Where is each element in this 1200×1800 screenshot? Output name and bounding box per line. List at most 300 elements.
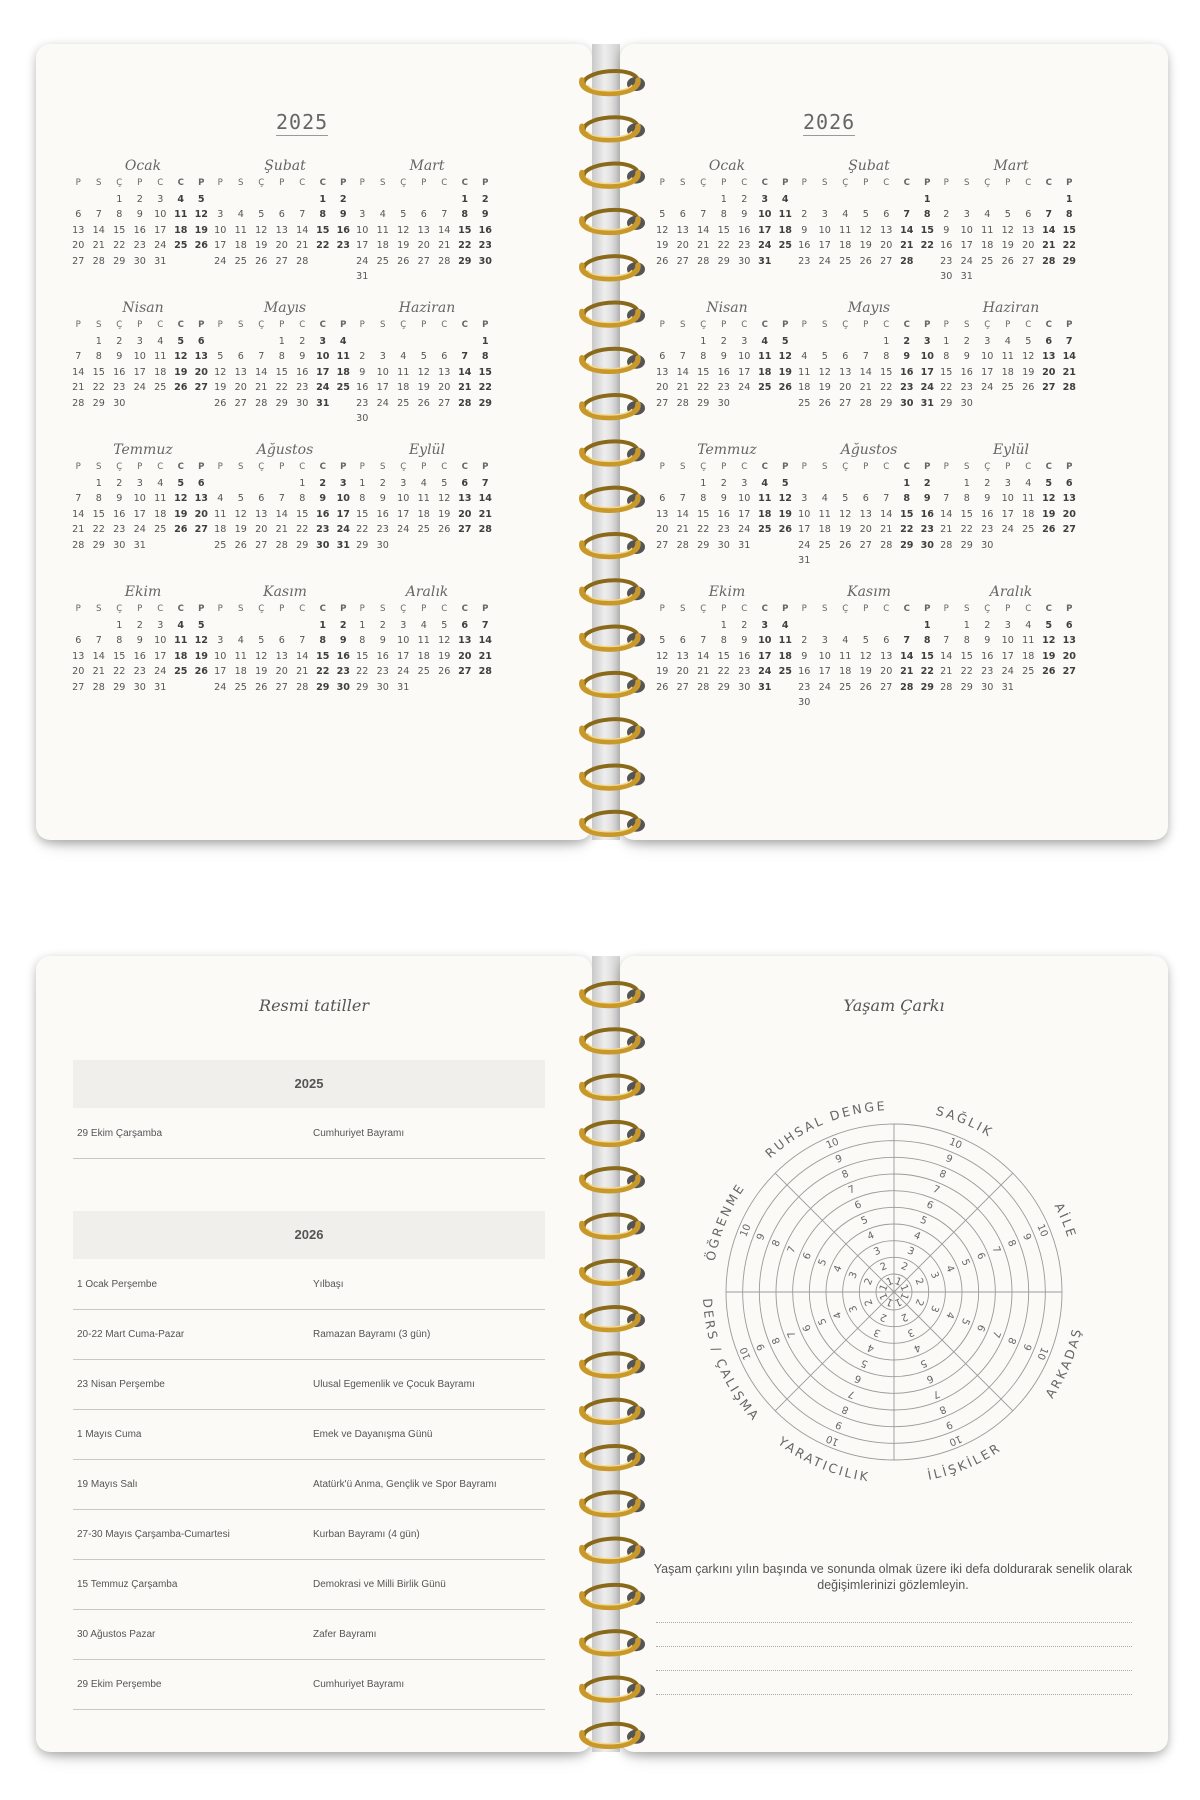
day-number[interactable]: 2 (359, 351, 366, 362)
day-number[interactable]: 25 (778, 240, 792, 251)
day-number[interactable]: 20 (72, 666, 85, 677)
writing-line[interactable] (656, 1622, 1132, 1623)
day-number[interactable]: 11 (981, 224, 994, 236)
day-number[interactable]: 5 (237, 493, 244, 504)
day-number[interactable]: 29 (900, 539, 914, 551)
day-number[interactable]: 23 (316, 524, 330, 535)
writing-line[interactable] (656, 1670, 1132, 1671)
day-number[interactable]: 19 (194, 650, 208, 662)
day-number[interactable]: 14 (478, 635, 492, 646)
day-number[interactable]: 31 (154, 255, 167, 267)
day-number[interactable]: 15 (316, 650, 330, 662)
day-number[interactable]: 30 (376, 539, 389, 551)
day-number[interactable]: 2 (136, 619, 143, 631)
day-number[interactable]: 17 (738, 508, 751, 520)
day-number[interactable]: 10 (818, 650, 831, 662)
day-number[interactable]: 15 (356, 508, 369, 520)
day-number[interactable]: 2 (299, 335, 306, 347)
day-number[interactable]: 6 (883, 635, 890, 646)
day-number[interactable]: 25 (376, 255, 389, 267)
day-number[interactable]: 31 (316, 397, 330, 409)
day-number[interactable]: 12 (1042, 493, 1056, 504)
day-number[interactable]: 17 (960, 240, 973, 251)
day-number[interactable]: 31 (397, 681, 410, 693)
day-number[interactable]: 17 (133, 366, 146, 378)
day-number[interactable]: 30 (717, 539, 730, 551)
day-number[interactable]: 19 (778, 508, 792, 520)
day-number[interactable]: 21 (900, 666, 914, 677)
day-number[interactable]: 2 (984, 619, 991, 631)
day-number[interactable]: 31 (758, 255, 772, 267)
day-number[interactable]: 22 (960, 666, 973, 677)
day-number[interactable]: 18 (234, 240, 247, 251)
day-number[interactable]: 1 (299, 477, 306, 489)
day-number[interactable]: 1 (700, 335, 707, 347)
day-number[interactable]: 21 (255, 382, 268, 393)
day-number[interactable]: 14 (900, 224, 914, 236)
day-number[interactable]: 26 (778, 524, 792, 535)
day-number[interactable]: 21 (859, 382, 872, 393)
day-number[interactable]: 25 (818, 539, 831, 551)
day-number[interactable]: 26 (778, 382, 792, 393)
day-number[interactable]: 14 (697, 650, 710, 662)
day-number[interactable]: 6 (237, 351, 244, 362)
day-number[interactable]: 26 (839, 539, 852, 551)
day-number[interactable]: 26 (1042, 524, 1056, 535)
day-number[interactable]: 29 (92, 539, 105, 551)
day-number[interactable]: 26 (1001, 255, 1014, 267)
day-number[interactable]: 23 (478, 240, 492, 251)
day-number[interactable]: 28 (940, 539, 953, 551)
day-number[interactable]: 20 (859, 524, 872, 535)
day-number[interactable]: 3 (319, 335, 327, 347)
day-number[interactable]: 9 (319, 493, 327, 504)
day-number[interactable]: 8 (883, 351, 890, 362)
day-number[interactable]: 24 (798, 539, 811, 551)
day-number[interactable]: 2 (720, 477, 727, 489)
day-number[interactable]: 29 (356, 539, 369, 551)
day-number[interactable]: 11 (397, 366, 410, 378)
day-number[interactable]: 24 (336, 524, 350, 535)
day-number[interactable]: 28 (940, 681, 953, 693)
day-number[interactable]: 18 (1022, 508, 1035, 520)
day-number[interactable]: 31 (133, 539, 146, 551)
day-number[interactable]: 2 (943, 209, 950, 220)
day-number[interactable]: 5 (400, 209, 407, 220)
day-number[interactable]: 26 (1042, 666, 1056, 677)
day-number[interactable]: 22 (92, 382, 105, 393)
day-number[interactable]: 21 (1062, 366, 1076, 378)
day-number[interactable]: 10 (818, 224, 831, 236)
day-number[interactable]: 18 (818, 524, 831, 535)
day-number[interactable]: 26 (1022, 382, 1035, 393)
day-number[interactable]: 31 (758, 681, 772, 693)
day-number[interactable]: 1 (359, 477, 366, 489)
day-number[interactable]: 8 (923, 635, 931, 646)
day-number[interactable]: 22 (920, 666, 934, 677)
day-number[interactable]: 15 (1062, 224, 1076, 236)
day-number[interactable]: 23 (981, 666, 994, 677)
day-number[interactable]: 28 (92, 255, 105, 267)
day-number[interactable]: 8 (481, 351, 489, 362)
day-number[interactable]: 1 (95, 335, 102, 347)
day-number[interactable]: 17 (214, 666, 227, 677)
day-number[interactable]: 10 (133, 351, 146, 362)
day-number[interactable]: 17 (981, 366, 994, 378)
day-number[interactable]: 23 (336, 240, 350, 251)
day-number[interactable]: 9 (903, 351, 911, 362)
day-number[interactable]: 28 (880, 539, 893, 551)
day-number[interactable]: 22 (697, 524, 710, 535)
day-number[interactable]: 21 (478, 508, 492, 520)
day-number[interactable]: 2 (319, 477, 327, 489)
day-number[interactable]: 6 (75, 209, 82, 220)
day-number[interactable]: 7 (441, 209, 448, 220)
day-number[interactable]: 29 (1062, 255, 1076, 267)
day-number[interactable]: 29 (356, 681, 369, 693)
day-number[interactable]: 27 (275, 255, 288, 267)
day-number[interactable]: 5 (821, 351, 828, 362)
day-number[interactable]: 12 (255, 650, 268, 662)
day-number[interactable]: 16 (798, 666, 811, 677)
day-number[interactable]: 17 (133, 508, 146, 520)
day-number[interactable]: 18 (174, 224, 188, 236)
day-number[interactable]: 14 (458, 366, 472, 378)
day-number[interactable]: 26 (234, 539, 247, 551)
day-number[interactable]: 24 (960, 255, 973, 267)
day-number[interactable]: 8 (319, 209, 327, 220)
day-number[interactable]: 14 (940, 508, 953, 520)
day-number[interactable]: 19 (1001, 240, 1014, 251)
day-number[interactable]: 10 (316, 351, 330, 362)
day-number[interactable]: 17 (1001, 650, 1014, 662)
day-number[interactable]: 19 (1022, 366, 1035, 378)
day-number[interactable]: 20 (438, 382, 451, 393)
day-number[interactable]: 12 (255, 224, 268, 236)
day-number[interactable]: 31 (356, 271, 369, 282)
day-number[interactable]: 10 (960, 224, 973, 236)
day-number[interactable]: 7 (258, 351, 265, 362)
day-number[interactable]: 15 (880, 366, 893, 378)
day-number[interactable]: 11 (1022, 493, 1035, 504)
day-number[interactable]: 2 (741, 193, 748, 205)
day-number[interactable]: 20 (880, 240, 893, 251)
day-number[interactable]: 8 (461, 209, 469, 220)
day-number[interactable]: 18 (778, 224, 792, 236)
day-number[interactable]: 6 (441, 351, 448, 362)
day-number[interactable]: 20 (880, 666, 893, 677)
day-number[interactable]: 30 (738, 255, 751, 267)
day-number[interactable]: 16 (296, 366, 309, 378)
day-number[interactable]: 19 (194, 224, 208, 236)
day-number[interactable]: 25 (1022, 666, 1035, 677)
day-number[interactable]: 7 (481, 477, 489, 489)
day-number[interactable]: 5 (842, 493, 849, 504)
day-number[interactable]: 18 (417, 508, 430, 520)
day-number[interactable]: 16 (336, 224, 350, 236)
day-number[interactable]: 25 (981, 255, 994, 267)
day-number[interactable]: 4 (157, 335, 164, 347)
day-number[interactable]: 26 (194, 666, 208, 677)
day-number[interactable]: 18 (234, 666, 247, 677)
day-number[interactable]: 30 (738, 681, 751, 693)
day-number[interactable]: 19 (859, 240, 872, 251)
day-number[interactable]: 14 (900, 650, 914, 662)
day-number[interactable]: 28 (275, 539, 288, 551)
day-number[interactable]: 22 (900, 524, 914, 535)
day-number[interactable]: 8 (943, 351, 950, 362)
day-number[interactable]: 7 (95, 209, 102, 220)
day-number[interactable]: 12 (656, 650, 669, 662)
day-number[interactable]: 2 (801, 209, 808, 220)
day-number[interactable]: 14 (275, 508, 288, 520)
day-number[interactable]: 11 (234, 224, 247, 236)
day-number[interactable]: 12 (194, 635, 208, 646)
day-number[interactable]: 11 (214, 508, 227, 520)
day-number[interactable]: 29 (960, 681, 973, 693)
day-number[interactable]: 5 (1045, 477, 1053, 489)
day-number[interactable]: 7 (700, 209, 707, 220)
day-number[interactable]: 29 (697, 539, 710, 551)
day-number[interactable]: 9 (720, 351, 727, 362)
day-number[interactable]: 9 (136, 635, 143, 646)
day-number[interactable]: 13 (275, 650, 288, 662)
day-number[interactable]: 5 (197, 193, 205, 205)
day-number[interactable]: 17 (356, 240, 369, 251)
day-number[interactable]: 22 (940, 382, 953, 393)
day-number[interactable]: 7 (481, 619, 489, 631)
day-number[interactable]: 6 (278, 635, 285, 646)
day-number[interactable]: 29 (316, 681, 330, 693)
day-number[interactable]: 9 (801, 650, 808, 662)
day-number[interactable]: 29 (920, 681, 934, 693)
day-number[interactable]: 15 (275, 366, 288, 378)
day-number[interactable]: 13 (880, 224, 893, 236)
day-number[interactable]: 28 (92, 681, 105, 693)
day-number[interactable]: 24 (981, 382, 994, 393)
day-number[interactable]: 23 (981, 524, 994, 535)
day-number[interactable]: 22 (113, 240, 126, 251)
day-number[interactable]: 30 (113, 539, 126, 551)
day-number[interactable]: 20 (72, 240, 85, 251)
day-number[interactable]: 4 (157, 477, 164, 489)
day-number[interactable]: 10 (1001, 635, 1014, 646)
day-number[interactable]: 6 (659, 351, 666, 362)
day-number[interactable]: 25 (174, 666, 188, 677)
day-number[interactable]: 27 (458, 524, 472, 535)
day-number[interactable]: 18 (1022, 650, 1035, 662)
day-number[interactable]: 12 (1022, 351, 1035, 362)
day-number[interactable]: 7 (700, 635, 707, 646)
day-number[interactable]: 30 (940, 271, 953, 282)
day-number[interactable]: 14 (940, 650, 953, 662)
day-number[interactable]: 26 (438, 524, 451, 535)
day-number[interactable]: 16 (900, 366, 914, 378)
day-number[interactable]: 14 (880, 508, 893, 520)
day-number[interactable]: 20 (676, 666, 689, 677)
day-number[interactable]: 12 (778, 351, 792, 362)
day-number[interactable]: 14 (676, 508, 689, 520)
day-number[interactable]: 23 (940, 255, 953, 267)
day-number[interactable]: 14 (72, 366, 85, 378)
day-number[interactable]: 29 (940, 397, 953, 409)
day-number[interactable]: 12 (859, 650, 872, 662)
day-number[interactable]: 1 (461, 193, 469, 205)
day-number[interactable]: 7 (943, 635, 950, 646)
day-number[interactable]: 19 (214, 382, 227, 393)
day-number[interactable]: 3 (136, 335, 143, 347)
day-number[interactable]: 7 (461, 351, 469, 362)
day-number[interactable]: 6 (883, 209, 890, 220)
day-number[interactable]: 10 (397, 493, 410, 504)
day-number[interactable]: 23 (717, 382, 730, 393)
day-number[interactable]: 25 (758, 524, 772, 535)
day-number[interactable]: 11 (1001, 351, 1014, 362)
day-number[interactable]: 1 (319, 619, 327, 631)
day-number[interactable]: 13 (676, 224, 689, 236)
day-number[interactable]: 21 (275, 524, 288, 535)
day-number[interactable]: 2 (379, 619, 386, 631)
day-number[interactable]: 12 (194, 209, 208, 220)
day-number[interactable]: 17 (397, 650, 410, 662)
day-number[interactable]: 25 (234, 681, 247, 693)
day-number[interactable]: 27 (656, 397, 669, 409)
day-number[interactable]: 1 (720, 193, 727, 205)
day-number[interactable]: 3 (741, 477, 748, 489)
day-number[interactable]: 13 (194, 493, 208, 504)
day-number[interactable]: 16 (356, 382, 369, 393)
day-number[interactable]: 9 (299, 351, 306, 362)
day-number[interactable]: 23 (920, 524, 934, 535)
day-number[interactable]: 4 (781, 193, 789, 205)
day-number[interactable]: 24 (154, 666, 167, 677)
day-number[interactable]: 9 (379, 493, 386, 504)
day-number[interactable]: 26 (255, 255, 268, 267)
day-number[interactable]: 3 (157, 193, 164, 205)
day-number[interactable]: 11 (818, 508, 831, 520)
day-number[interactable]: 8 (359, 635, 366, 646)
day-number[interactable]: 15 (960, 508, 973, 520)
day-number[interactable]: 21 (458, 382, 472, 393)
day-number[interactable]: 4 (339, 335, 347, 347)
day-number[interactable]: 23 (738, 666, 751, 677)
day-number[interactable]: 15 (697, 508, 710, 520)
day-number[interactable]: 14 (438, 224, 451, 236)
day-number[interactable]: 4 (237, 209, 244, 220)
day-number[interactable]: 30 (478, 255, 492, 267)
day-number[interactable]: 6 (679, 635, 686, 646)
day-number[interactable]: 15 (478, 366, 492, 378)
day-number[interactable]: 1 (319, 193, 327, 205)
day-number[interactable]: 27 (676, 681, 689, 693)
day-number[interactable]: 26 (214, 397, 227, 409)
day-number[interactable]: 8 (95, 351, 102, 362)
day-number[interactable]: 22 (880, 382, 893, 393)
day-number[interactable]: 30 (376, 681, 389, 693)
day-number[interactable]: 12 (174, 493, 188, 504)
day-number[interactable]: 2 (116, 335, 123, 347)
day-number[interactable]: 8 (700, 493, 707, 504)
day-number[interactable]: 27 (417, 255, 430, 267)
day-number[interactable]: 5 (420, 351, 427, 362)
day-number[interactable]: 29 (113, 255, 126, 267)
day-number[interactable]: 16 (981, 650, 994, 662)
day-number[interactable]: 15 (960, 650, 973, 662)
day-number[interactable]: 13 (839, 366, 852, 378)
day-number[interactable]: 17 (154, 650, 167, 662)
day-number[interactable]: 18 (758, 366, 772, 378)
day-number[interactable]: 3 (359, 209, 366, 220)
day-number[interactable]: 11 (778, 635, 792, 646)
day-number[interactable]: 30 (798, 697, 811, 708)
day-number[interactable]: 28 (438, 255, 451, 267)
day-number[interactable]: 13 (194, 351, 208, 362)
day-number[interactable]: 15 (697, 366, 710, 378)
day-number[interactable]: 20 (275, 240, 288, 251)
day-number[interactable]: 4 (1004, 335, 1011, 347)
day-number[interactable]: 13 (72, 650, 85, 662)
day-number[interactable]: 26 (656, 681, 669, 693)
day-number[interactable]: 24 (397, 666, 410, 677)
day-number[interactable]: 27 (438, 397, 451, 409)
day-number[interactable]: 4 (177, 193, 185, 205)
day-number[interactable]: 17 (758, 224, 772, 236)
day-number[interactable]: 31 (336, 539, 350, 551)
day-number[interactable]: 11 (758, 351, 772, 362)
day-number[interactable]: 14 (1042, 224, 1056, 236)
day-number[interactable]: 22 (960, 524, 973, 535)
day-number[interactable]: 1 (700, 477, 707, 489)
day-number[interactable]: 8 (278, 351, 285, 362)
day-number[interactable]: 22 (458, 240, 472, 251)
day-number[interactable]: 9 (923, 493, 931, 504)
day-number[interactable]: 22 (356, 524, 369, 535)
day-number[interactable]: 6 (1045, 335, 1053, 347)
day-number[interactable]: 4 (217, 493, 224, 504)
day-number[interactable]: 10 (133, 493, 146, 504)
day-number[interactable]: 15 (113, 650, 126, 662)
day-number[interactable]: 12 (859, 224, 872, 236)
day-number[interactable]: 30 (981, 539, 994, 551)
day-number[interactable]: 27 (1062, 524, 1076, 535)
day-number[interactable]: 10 (214, 650, 227, 662)
day-number[interactable]: 15 (356, 650, 369, 662)
day-number[interactable]: 28 (255, 397, 268, 409)
day-number[interactable]: 17 (818, 240, 831, 251)
day-number[interactable]: 21 (438, 240, 451, 251)
day-number[interactable]: 21 (72, 382, 85, 393)
day-number[interactable]: 12 (839, 508, 852, 520)
day-number[interactable]: 14 (92, 224, 105, 236)
day-number[interactable]: 28 (859, 397, 872, 409)
day-number[interactable]: 7 (943, 493, 950, 504)
writing-line[interactable] (656, 1694, 1132, 1695)
day-number[interactable]: 9 (481, 209, 489, 220)
day-number[interactable]: 25 (154, 382, 167, 393)
day-number[interactable]: 5 (1004, 209, 1011, 220)
day-number[interactable]: 12 (234, 508, 247, 520)
day-number[interactable]: 19 (438, 508, 451, 520)
day-number[interactable]: 10 (758, 209, 772, 220)
day-number[interactable]: 17 (214, 240, 227, 251)
day-number[interactable]: 16 (336, 650, 350, 662)
day-number[interactable]: 18 (778, 650, 792, 662)
day-number[interactable]: 24 (154, 240, 167, 251)
day-number[interactable]: 23 (133, 666, 146, 677)
day-number[interactable]: 6 (197, 335, 205, 347)
day-number[interactable]: 11 (417, 635, 430, 646)
day-number[interactable]: 9 (379, 635, 386, 646)
